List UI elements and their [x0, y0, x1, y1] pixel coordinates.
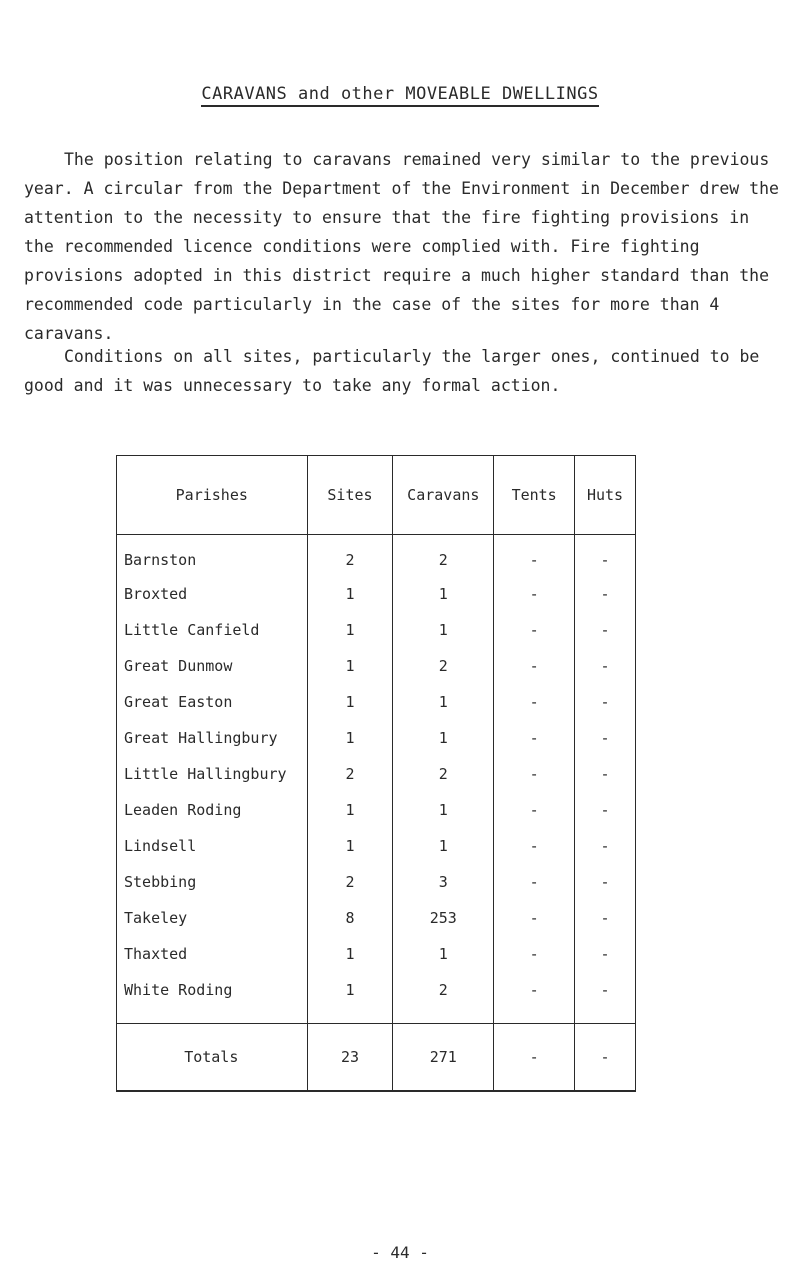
paragraph-site-conditions: Conditions on all sites, particularly the larger ones, continued to be good and it was unnecessary to take any formal action. [24, 347, 760, 395]
cell-caravans: 3 [393, 864, 494, 900]
header-parishes: Parishes [117, 456, 308, 535]
cell-huts: - [575, 900, 636, 936]
cell-sites: 1 [307, 720, 393, 756]
totals-caravans: 271 [393, 1024, 494, 1092]
page-number: - 44 - [371, 1243, 429, 1262]
header-sites: Sites [307, 456, 393, 535]
totals-sites: 23 [307, 1024, 393, 1092]
cell-caravans: 2 [393, 648, 494, 684]
cell-sites: 8 [307, 900, 393, 936]
cell-parish: Barnston [117, 535, 308, 577]
cell-sites: 1 [307, 972, 393, 1024]
cell-sites: 1 [307, 576, 393, 612]
cell-caravans: 1 [393, 828, 494, 864]
table-row [117, 720, 636, 756]
header-caravans: Caravans [393, 456, 494, 535]
cell-caravans: 2 [393, 756, 494, 792]
cell-sites: 1 [307, 792, 393, 828]
cell-huts: - [575, 972, 636, 1024]
cell-parish: Lindsell [117, 828, 308, 864]
cell-tents: - [494, 756, 575, 792]
cell-huts: - [575, 864, 636, 900]
cell-huts: - [575, 576, 636, 612]
cell-sites: 1 [307, 828, 393, 864]
cell-tents: - [494, 720, 575, 756]
cell-tents: - [494, 612, 575, 648]
cell-huts: - [575, 828, 636, 864]
cell-caravans: 1 [393, 612, 494, 648]
cell-huts: - [575, 648, 636, 684]
cell-tents: - [494, 936, 575, 972]
cell-caravans: 1 [393, 720, 494, 756]
cell-sites: 2 [307, 535, 393, 577]
caravan-sites-table [116, 455, 636, 1092]
cell-caravans: 253 [393, 900, 494, 936]
cell-parish: Leaden Roding [117, 792, 308, 828]
cell-tents: - [494, 972, 575, 1024]
cell-caravans: 1 [393, 576, 494, 612]
cell-caravans: 1 [393, 684, 494, 720]
totals-tents: - [494, 1024, 575, 1092]
cell-tents: - [494, 864, 575, 900]
table-row [117, 612, 636, 648]
table-row [117, 648, 636, 684]
table-row [117, 684, 636, 720]
cell-tents: - [494, 900, 575, 936]
cell-parish: Little Hallingbury [117, 756, 308, 792]
cell-parish: Broxted [117, 576, 308, 612]
page-heading-text: CARAVANS and other MOVEABLE DWELLINGS [201, 84, 598, 107]
cell-caravans: 1 [393, 792, 494, 828]
cell-tents: - [494, 792, 575, 828]
totals-label: Totals [117, 1024, 308, 1092]
table-row [117, 936, 636, 972]
cell-tents: - [494, 576, 575, 612]
totals-row [117, 1024, 636, 1092]
cell-huts: - [575, 535, 636, 577]
cell-parish: Stebbing [117, 864, 308, 900]
cell-sites: 1 [307, 684, 393, 720]
table-header-row [117, 456, 636, 535]
cell-huts: - [575, 756, 636, 792]
table-row [117, 792, 636, 828]
table-row [117, 864, 636, 900]
cell-parish: Great Dunmow [117, 648, 308, 684]
cell-sites: 1 [307, 612, 393, 648]
cell-caravans: 2 [393, 972, 494, 1024]
cell-parish: Thaxted [117, 936, 308, 972]
table-row [117, 756, 636, 792]
cell-sites: 1 [307, 936, 393, 972]
paragraph-fire-provisions: The position relating to caravans remained very similar to the previous year. A circular from the Department of the Environment in December drew the attention to the necessity to ensure that the fire fighting provisions in the recommended licence conditions were complied with. Fire fighting provisions adopted in this district require a much higher standard than the recommended code particularly in the case of the sites for more than 4 caravans. [24, 150, 779, 343]
table-row [117, 972, 636, 1024]
cell-parish: White Roding [117, 972, 308, 1024]
cell-parish: Little Canfield [117, 612, 308, 648]
page-heading [0, 84, 800, 104]
table-row [117, 576, 636, 612]
cell-tents: - [494, 535, 575, 577]
header-huts: Huts [575, 456, 636, 535]
cell-caravans: 1 [393, 936, 494, 972]
table-body [117, 535, 636, 1024]
header-tents: Tents [494, 456, 575, 535]
cell-tents: - [494, 828, 575, 864]
cell-caravans: 2 [393, 535, 494, 577]
cell-sites: 2 [307, 864, 393, 900]
totals-huts: - [575, 1024, 636, 1092]
cell-sites: 1 [307, 648, 393, 684]
table-row [117, 535, 636, 577]
cell-huts: - [575, 792, 636, 828]
cell-parish: Takeley [117, 900, 308, 936]
cell-parish: Great Easton [117, 684, 308, 720]
cell-tents: - [494, 648, 575, 684]
cell-huts: - [575, 720, 636, 756]
cell-parish: Great Hallingbury [117, 720, 308, 756]
cell-huts: - [575, 936, 636, 972]
cell-huts: - [575, 612, 636, 648]
cell-huts: - [575, 684, 636, 720]
table-row [117, 900, 636, 936]
cell-tents: - [494, 684, 575, 720]
cell-sites: 2 [307, 756, 393, 792]
table-row [117, 828, 636, 864]
